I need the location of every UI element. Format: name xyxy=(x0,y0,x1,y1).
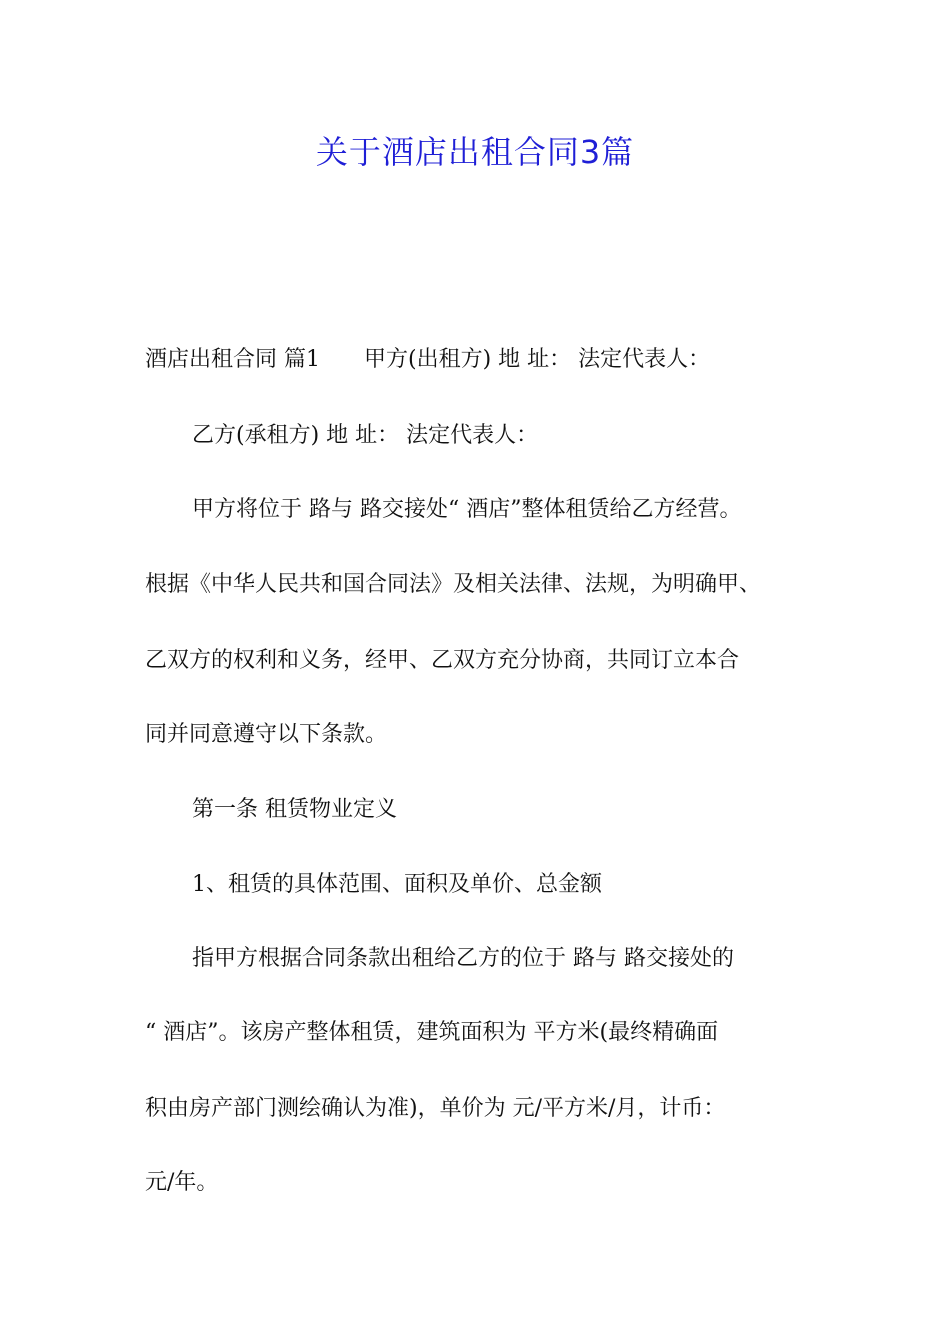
document-title: 关于酒店出租合同3篇 xyxy=(315,133,635,171)
first-line xyxy=(145,344,845,376)
paragraph-line: 指甲方根据合同条款出租给乙方的位于 路与 路交接处的 xyxy=(192,946,734,971)
paragraph-line: 同并同意遵守以下条款。 xyxy=(145,722,388,747)
clause-heading: 1、租赁的具体范围、面积及单价、总金额 xyxy=(192,872,602,897)
paragraph-line: 元/年。 xyxy=(145,1170,219,1195)
article-heading: 第一条 租赁物业定义 xyxy=(192,797,397,822)
party-a-info: 甲方(出租方) 地 址： 法定代表人： xyxy=(364,347,711,372)
party-b-info: 乙方(承租方) 地 址： 法定代表人： xyxy=(192,423,539,448)
paragraph-line: 根据《中华人民共和国合同法》及相关法律、法规，为明确甲、 xyxy=(145,572,762,597)
paragraph-line: 甲方将位于 路与 路交接处“ 酒店”整体租赁给乙方经营。 xyxy=(192,497,742,522)
paragraph-line: “ 酒店”。该房产整体租赁，建筑面积为 平方米(最终精确面 xyxy=(145,1020,719,1045)
paragraph-line: 乙双方的权利和义务，经甲、乙双方充分协商，共同订立本合 xyxy=(145,648,740,673)
contract-heading: 酒店出租合同 篇1 xyxy=(145,347,320,372)
paragraph-line: 积由房产部门测绘确认为准)，单价为 元/平方米/月，计币： xyxy=(145,1096,726,1121)
